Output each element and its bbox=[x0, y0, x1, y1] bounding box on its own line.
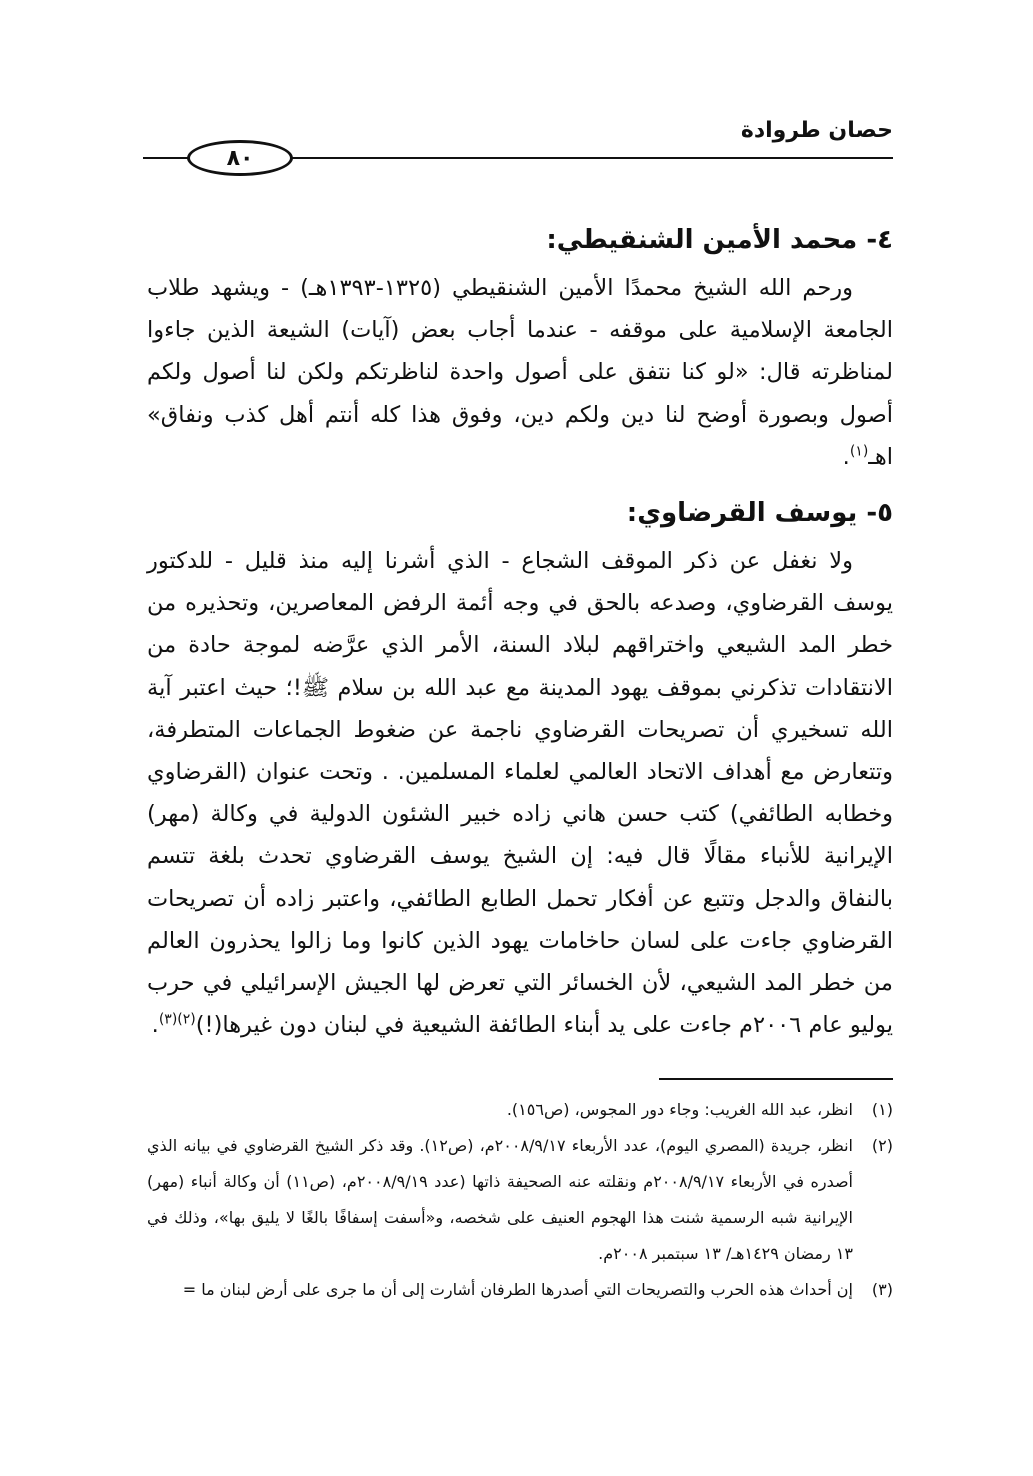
footnote-reference[interactable]: (١) bbox=[849, 443, 869, 460]
paragraph-end: . bbox=[842, 443, 850, 470]
footnote-number: (١) bbox=[871, 1100, 893, 1119]
footnote-number: (٢) bbox=[871, 1136, 893, 1155]
running-title: حصان طروادة bbox=[740, 118, 893, 143]
footnote-reference[interactable]: (٢)(٣) bbox=[158, 1011, 196, 1028]
footnote-text: إن أحداث هذه الحرب والتصريحات التي أصدرها الطرفان أشارت إلى أن ما جرى على أرض لبنان ما = bbox=[182, 1280, 853, 1299]
paragraph-text: ورحم الله الشيخ محمدًا الأمين الشنقيطي (١٣٢٥-١٣٩٣هـ) - ويشهد طلاب الجامعة الإسلامية على موقفه - عندما أجاب بعض (آيات) الشيعة الذين جاءوا لمناظرته قال: «لو كنا نتفق على أصول واحدة لناظرتكم ولكن لنا أصول ولكم أصول وبصورة أوضح لنا دين ولكم دين، وفوق هذا كله أنتم أهل كذب ونفاق» اهـ bbox=[147, 275, 893, 470]
paragraph-shinqiti bbox=[147, 267, 893, 478]
section-heading-qaradawi: ٥- يوسف القرضاوي: bbox=[626, 498, 893, 529]
footnote-item bbox=[147, 1128, 893, 1272]
footnote-item bbox=[147, 1272, 893, 1308]
page-number-badge bbox=[187, 140, 293, 176]
footnote-text: انظر، عبد الله الغريب: وجاء دور المجوس، (ص١٥٦). bbox=[506, 1100, 853, 1119]
main-content bbox=[147, 213, 893, 1054]
footnotes bbox=[147, 1092, 893, 1308]
footnote-separator bbox=[659, 1078, 893, 1080]
paragraph-text: ولا نغفل عن ذكر الموقف الشجاع - الذي أشرنا إليه منذ قليل - للدكتور يوسف القرضاوي، وصدعه بالحق في وجه أئمة الرفض المعاصرين، وتحذيره من خطر المد الشيعي واختراقهم لبلاد السنة، الأمر الذي عرَّضه لموجة حادة من الانتقادات تذكرني بموقف يهود المدينة مع عبد الله بن سلام ﷺ!؛ حيث اعتبر آية الله تسخيري أن تصريحات القرضاوي ناجمة عن ضغوط الجماعات المتطرفة، وتتعارض مع أهداف الاتحاد العالمي لعلماء المسلمين. . وتحت عنوان (القرضاوي وخطابه الطائفي) كتب حسن هاني زاده خبير الشئون الدولية في وكالة (مهر) الإيرانية للأنباء مقالًا قال فيه: إن الشيخ يوسف القرضاوي تحدث بلغة تتسم بالنفاق والدجل وتتبع عن أفكار تحمل الطابع الطائفي، واعتبر زاده أن تصريحات القرضاوي جاءت على لسان حاخامات يهود الذين كانوا وما زالوا يحذرون العالم من خطر المد الشيعي، لأن الخسائر التي تعرض لها الجيش الإسرائيلي في حرب يوليو عام ٢٠٠٦م جاءت على يد أبناء الطائفة الشيعية في لبنان دون غيرها(!) bbox=[147, 548, 893, 1039]
footnote-item bbox=[147, 1092, 893, 1128]
footnote-number: (٣) bbox=[871, 1280, 893, 1299]
paragraph-end: . bbox=[151, 1012, 159, 1039]
page-number: ٨٠ bbox=[226, 145, 254, 171]
footnote-text: انظر، جريدة (المصري اليوم)، عدد الأربعاء ٢٠٠٨/٩/١٧م، (ص١٢). وقد ذكر الشيخ القرضاوي في بيانه الذي أصدره في الأربعاء ٢٠٠٨/٩/١٧م ونقلته عنه الصحيفة ذاتها (عدد ٢٠٠٨/٩/١٩م، (ص١١) أن وكالة أنباء (مهر) الإيرانية شبه الرسمية شنت هذا الهجوم العنيف على شخصه، و«أسفت إسفافًا بالغًا لا يليق بها»، وذلك في ١٣ رمضان ١٤٢٩هـ/ ١٣ سبتمبر ٢٠٠٨م. bbox=[147, 1136, 853, 1263]
section-heading-shinqiti: ٤- محمد الأمين الشنقيطي: bbox=[546, 225, 893, 255]
paragraph-qaradawi bbox=[147, 540, 893, 1046]
